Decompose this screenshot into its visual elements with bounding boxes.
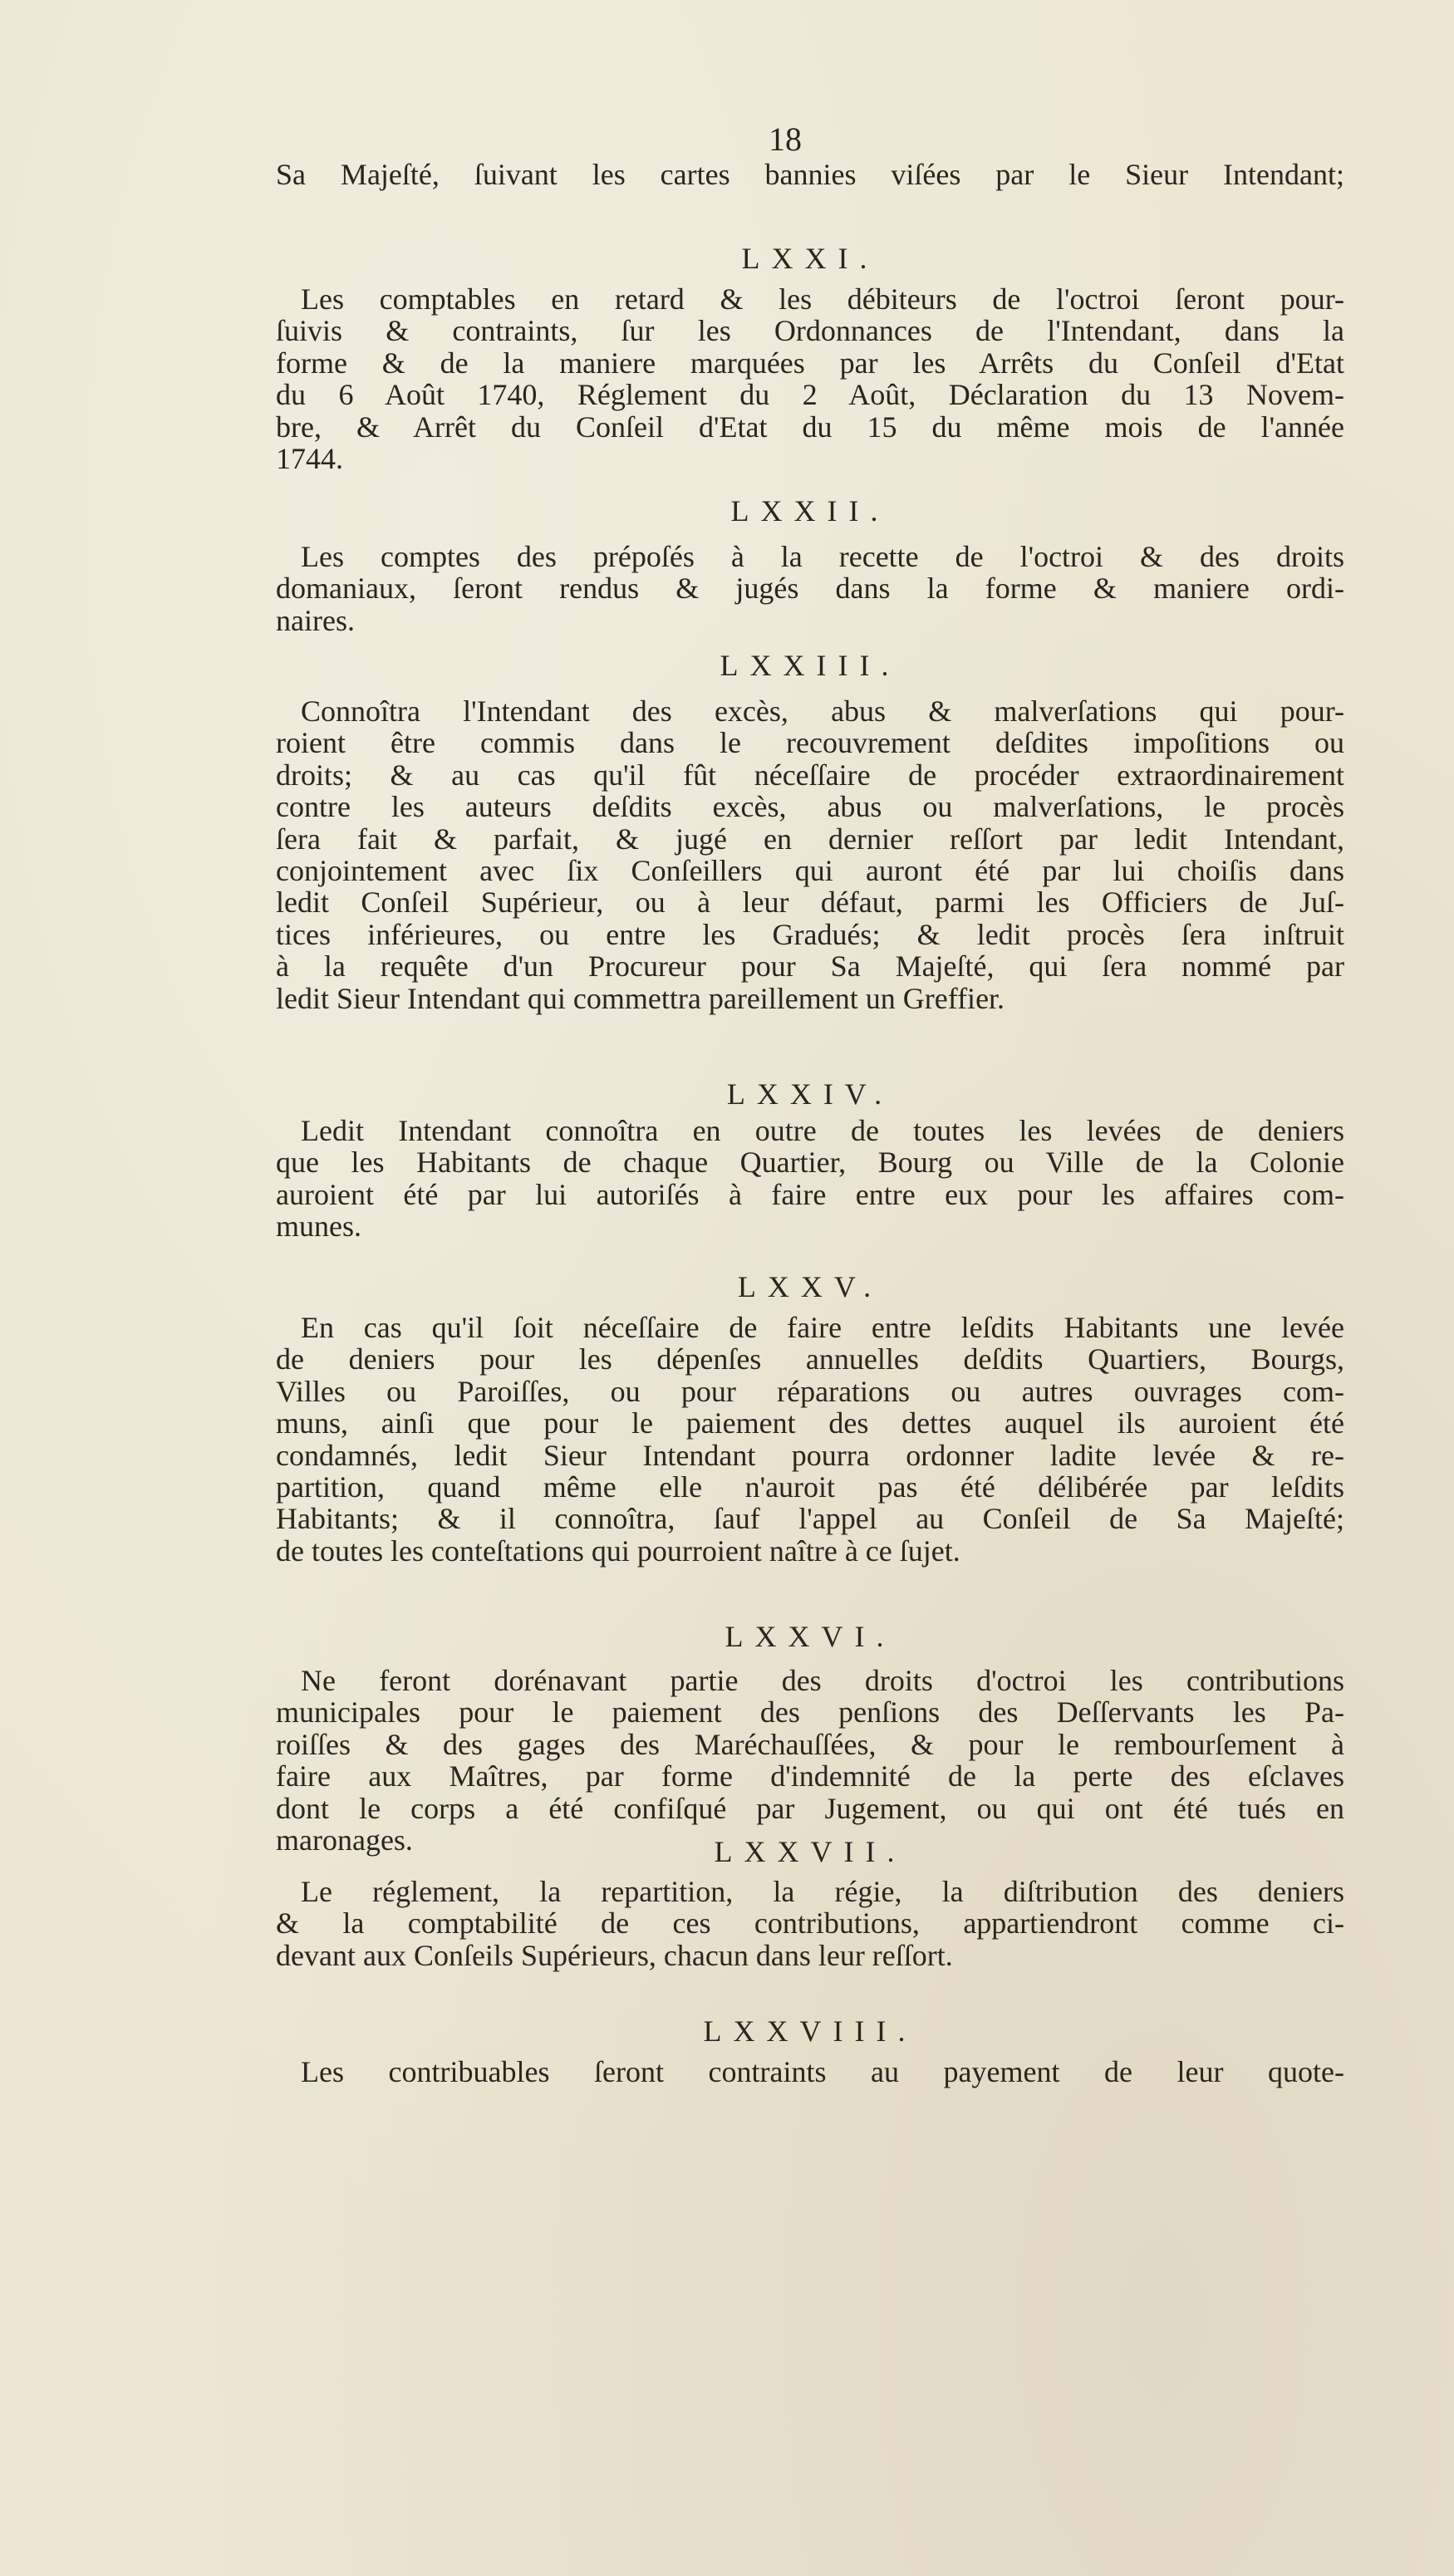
page-number: 18 <box>769 120 802 158</box>
text-line: naires. <box>276 603 355 637</box>
text-line: forme & de la maniere marquées par les Arrêts du Conſeil d'Etat <box>276 346 1344 380</box>
opening-line <box>276 159 1344 190</box>
text-line: ſuivis & contraints, ſur les Ordonnances de l'Intendant, dans la <box>276 314 1344 348</box>
text-line: de deniers pour les dépenſes annuelles deſdits Quartiers, Bourgs, <box>276 1342 1344 1376</box>
article-heading: LXXII. <box>730 494 890 527</box>
text-line: auroient été par lui autoriſés à faire entre eux pour les affaires com- <box>276 1177 1344 1211</box>
text-line: que les Habitants de chaque Quartier, Bourg ou Ville de la Colonie <box>276 1146 1344 1180</box>
article-heading: LXXV. <box>737 1270 883 1303</box>
article-body <box>276 1312 1344 1567</box>
text-line: ſera fait & parfait, & jugé en dernier reſſort par ledit Intendant, <box>276 822 1344 856</box>
text-line: 1744. <box>276 441 343 475</box>
text-line: municipales pour le paiement des penſions des Deſſervants les Pa- <box>276 1695 1344 1730</box>
article-heading: LXXVII. <box>714 1835 906 1868</box>
text-line: Les comptes des prépoſés à la recette de l'octroi & des droits <box>301 540 1344 573</box>
text-line: maronages. <box>276 1823 413 1857</box>
article-heading: LXXVIII. <box>703 2014 917 2048</box>
text-line: dont le corps a été confiſqué par Jugement, ou qui ont été tués en <box>276 1791 1344 1825</box>
text-line: Les comptables en retard & les débiteurs de l'octroi ſeront pour- <box>301 282 1344 316</box>
article-body <box>276 2056 1344 2088</box>
article-body <box>276 1665 1344 1856</box>
text-line: condamnés, ledit Sieur Intendant pourra ordonner ladite levée & re- <box>276 1438 1344 1472</box>
text-line: tices inférieures, ou entre les Gradués; & ledit procès ſera inſtruit <box>276 917 1344 951</box>
text-line: à la requête d'un Procureur pour Sa Majeſté, qui ſera nommé par <box>276 949 1344 984</box>
text-line: Sa Majeſté, ſuivant les cartes bannies viſées par le Sieur Intendant; <box>276 158 1344 191</box>
text-line: En cas qu'il ſoit néceſſaire de faire entre leſdits Habitants une levée <box>301 1311 1344 1344</box>
text-line: Connoîtra l'Intendant des excès, abus & malverſations qui pour- <box>301 694 1344 728</box>
text-line: devant aux Conſeils Supérieurs, chacun dans leur reſſort. <box>276 1938 953 1972</box>
article-heading: LXXIII. <box>720 649 901 682</box>
text-line: conjointement avec ſix Conſeillers qui auront été par lui choiſis dans <box>276 853 1344 887</box>
article-heading: LXXIV. <box>726 1077 894 1111</box>
article-heading: LXXI. <box>741 242 879 275</box>
text-line: Ledit Intendant connoîtra en outre de toutes les levées de deniers <box>301 1114 1344 1147</box>
text-line: du 6 Août 1740, Réglement du 2 Août, Déclaration du 13 Novem- <box>276 378 1344 412</box>
text-line: Les contribuables ſeront contraints au payement de leur quote- <box>301 2055 1344 2088</box>
text-line: bre, & Arrêt du Conſeil d'Etat du 15 du même mois de l'année <box>276 410 1344 444</box>
article-body <box>276 1876 1344 1971</box>
text-line: domaniaux, ſeront rendus & jugés dans la forme & maniere ordi- <box>276 572 1344 606</box>
text-line: ledit Conſeil Supérieur, ou à leur défaut, parmi les Officiers de Juſ- <box>276 886 1344 920</box>
text-line: Habitants; & il connoîtra, ſauf l'appel au Conſeil de Sa Majeſté; <box>276 1502 1344 1536</box>
text-line: faire aux Maîtres, par forme d'indemnité de la perte des eſclaves <box>276 1759 1344 1793</box>
text-line: de toutes les conteſtations qui pourroient naître à ce ſujet. <box>276 1533 960 1568</box>
text-line: contre les auteurs deſdits excès, abus ou malverſations, le procès <box>276 790 1344 824</box>
text-line: roient être commis dans le recouvrement deſdites impoſitions ou <box>276 726 1344 760</box>
text-line: roiſſes & des gages des Maréchauſſées, & pour le rembourſement à <box>276 1727 1344 1761</box>
text-line: munes. <box>276 1209 361 1244</box>
text-line: & la comptabilité de ces contributions, appartiendront comme ci- <box>276 1906 1344 1941</box>
article-heading: LXXVI. <box>725 1620 896 1653</box>
text-line: Villes ou Paroiſſes, ou pour réparations ou autres ouvrages com- <box>276 1374 1344 1408</box>
article-body <box>276 695 1344 1014</box>
text-line: Ne feront dorénavant partie des droits d'octroi les contributions <box>301 1664 1344 1697</box>
article-body <box>276 1115 1344 1243</box>
text-line: ledit Sieur Intendant qui commettra pareillement un Greffier. <box>276 981 1005 1015</box>
article-body <box>276 541 1344 636</box>
text-line: droits; & au cas qu'il fût néceſſaire de procéder extraordinairement <box>276 758 1344 792</box>
text-line: Le réglement, la repartition, la régie, la diſtribution des deniers <box>301 1875 1344 1908</box>
text-line: partition, quand même elle n'auroit pas été délibérée par leſdits <box>276 1470 1344 1504</box>
article-body <box>276 283 1344 474</box>
text-line: muns, ainſi que pour le paiement des dettes auquel ils auroient été <box>276 1406 1344 1440</box>
